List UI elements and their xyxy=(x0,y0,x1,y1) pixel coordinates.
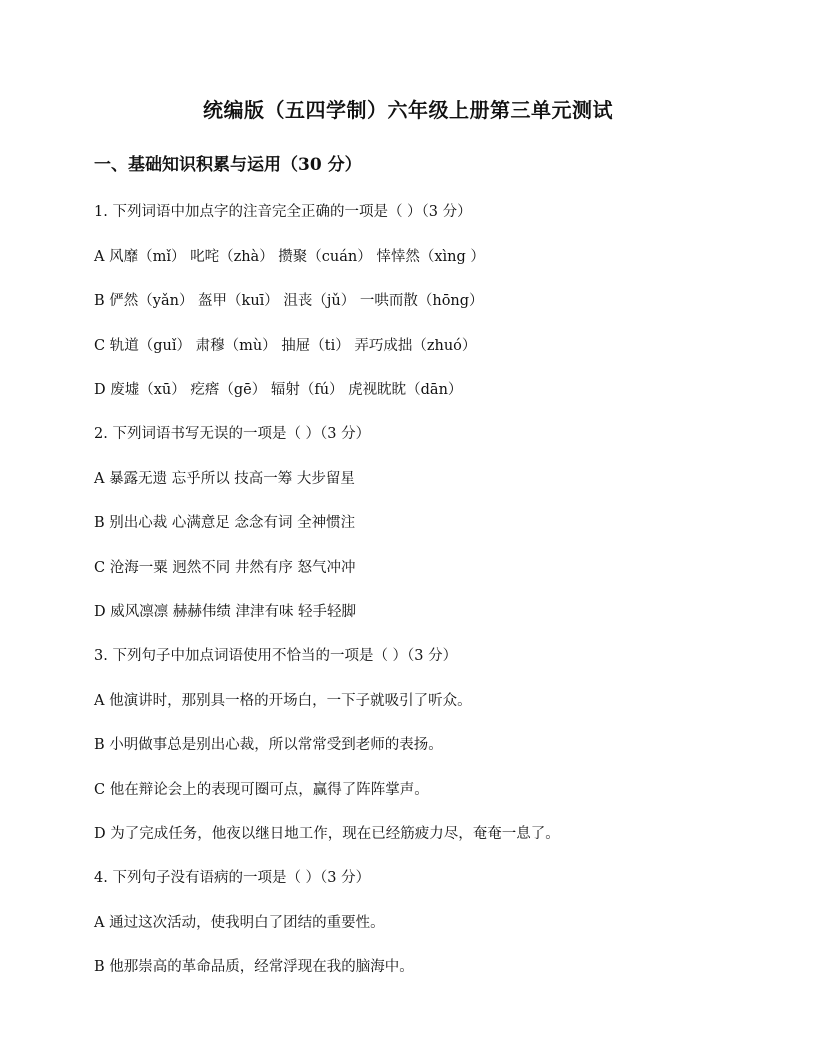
question-3: 3. 下列句子中加点词语使用不恰当的一项是（ ）（3 分） xyxy=(94,648,458,664)
section-heading: 一、基础知识积累与运用（30 分） xyxy=(94,155,362,175)
question-1-option-c: C 轨道（guǐ） 肃穆（mù） 抽屉（ti） 弄巧成拙（zhuó） xyxy=(94,338,477,354)
question-3-option-d: D 为了完成任务，他夜以继日地工作，现在已经筋疲力尽，奄奄一息了。 xyxy=(94,826,560,842)
question-3-option-a: A 他演讲时，那别具一格的开场白，一下子就吸引了听众。 xyxy=(94,693,472,709)
question-2: 2. 下列词语书写无误的一项是（ ）（3 分） xyxy=(94,426,371,442)
question-4-option-a: A 通过这次活动，使我明白了团结的重要性。 xyxy=(94,915,385,931)
question-1: 1. 下列词语中加点字的注音完全正确的一项是（ ）（3 分） xyxy=(94,204,472,220)
question-1-option-a: A 风靡（mǐ） 叱咤（zhà） 攒聚（cuán） 悻悻然（xìng ） xyxy=(94,249,485,265)
question-2-option-b: B 别出心裁 心满意足 念念有词 全神惯注 xyxy=(94,515,356,531)
question-1-option-d: D 废墟（xū） 疙瘩（gē） 辐射（fú） 虎视眈眈（dān） xyxy=(94,382,463,398)
question-4: 4. 下列句子没有语病的一项是（ ）（3 分） xyxy=(94,870,371,886)
question-2-option-d: D 威风凛凛 赫赫伟绩 津津有味 轻手轻脚 xyxy=(94,604,357,620)
question-3-option-c: C 他在辩论会上的表现可圈可点，赢得了阵阵掌声。 xyxy=(94,782,429,798)
question-3-option-b: B 小明做事总是别出心裁，所以常常受到老师的表扬。 xyxy=(94,737,443,753)
question-4-option-b: B 他那崇高的革命品质，经常浮现在我的脑海中。 xyxy=(94,959,414,975)
question-2-option-a: A 暴露无遗 忘乎所以 技高一筹 大步留星 xyxy=(94,471,355,487)
question-2-option-c: C 沧海一粟 迥然不同 井然有序 怒气冲冲 xyxy=(94,560,356,576)
document-title: 统编版（五四学制）六年级上册第三单元测试 xyxy=(203,98,613,122)
question-1-option-b: B 俨然（yǎn） 盔甲（kuī） 沮丧（jǔ） 一哄而散（hōng） xyxy=(94,293,484,309)
